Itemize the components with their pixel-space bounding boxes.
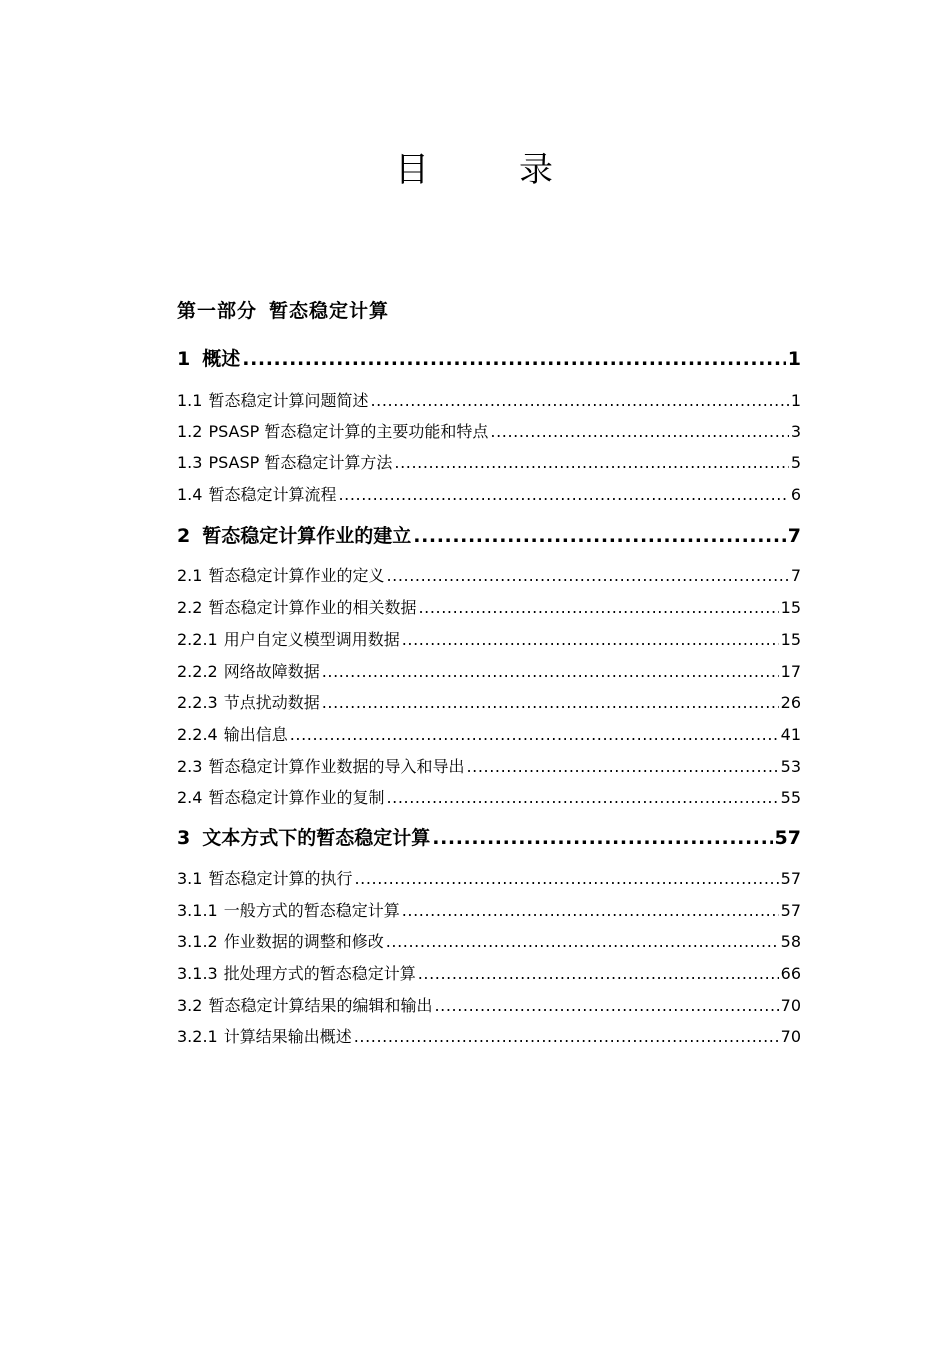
dot-leader bbox=[354, 1026, 779, 1048]
dot-leader bbox=[370, 390, 788, 412]
toc-entry-3-1-2[interactable] bbox=[177, 931, 801, 953]
toc-entry-number: 3 bbox=[177, 827, 191, 849]
toc-entry-number: 2.2.4 bbox=[177, 725, 218, 744]
toc-entry-number: 1.1 bbox=[177, 391, 203, 410]
toc-entry-page: 7 bbox=[790, 566, 801, 585]
dot-leader bbox=[242, 346, 786, 372]
toc-entry-page: 3 bbox=[790, 422, 801, 441]
toc-entry-text: PSASP 暂态稳定计算方法 bbox=[208, 453, 393, 472]
toc-entry-3-2-1[interactable] bbox=[177, 1026, 801, 1048]
toc-entry-text: 文本方式下的暂态稳定计算 bbox=[202, 827, 431, 849]
toc-entry-2-2-4[interactable] bbox=[177, 724, 801, 746]
toc-entry-number: 2 bbox=[177, 525, 191, 547]
dot-leader bbox=[386, 931, 779, 953]
toc-entry-2-4[interactable] bbox=[177, 787, 801, 809]
toc-entry-text: 批处理方式的暂态稳定计算 bbox=[223, 964, 416, 983]
part-label: 第一部分 bbox=[177, 300, 258, 322]
toc-entry-number: 3.1.3 bbox=[177, 964, 218, 983]
toc-entry-3-1-1[interactable] bbox=[177, 900, 801, 922]
page-title bbox=[0, 142, 950, 191]
dot-leader bbox=[490, 421, 788, 443]
dot-leader bbox=[338, 484, 788, 506]
toc-entry-page: 15 bbox=[780, 630, 801, 649]
toc-entry-3-1-3[interactable] bbox=[177, 963, 801, 985]
toc-entry-1-1[interactable] bbox=[177, 390, 801, 412]
dot-leader bbox=[394, 452, 788, 474]
toc-entry-number: 2.2.2 bbox=[177, 662, 218, 681]
toc-entry-1[interactable] bbox=[177, 346, 801, 372]
toc-entry-page: 70 bbox=[780, 996, 801, 1015]
dot-leader bbox=[418, 597, 778, 619]
dot-leader bbox=[413, 523, 786, 549]
toc-entry-2-2-2[interactable] bbox=[177, 661, 801, 683]
part-heading bbox=[177, 296, 389, 323]
toc-entry-2[interactable] bbox=[177, 523, 801, 549]
toc-entry-number: 2.2 bbox=[177, 598, 203, 617]
toc-entry-page: 17 bbox=[780, 662, 801, 681]
toc-entry-page: 41 bbox=[780, 725, 801, 744]
title-char-2: 录 bbox=[519, 150, 555, 190]
dot-leader bbox=[434, 995, 778, 1017]
dot-leader bbox=[402, 900, 779, 922]
toc-entry-page: 66 bbox=[780, 964, 801, 983]
toc-entry-1-3[interactable] bbox=[177, 452, 801, 474]
toc-entry-text: 用户自定义模型调用数据 bbox=[223, 630, 400, 649]
toc-entry-page: 55 bbox=[780, 788, 801, 807]
dot-leader bbox=[386, 787, 778, 809]
toc-entry-number: 1 bbox=[177, 348, 191, 370]
toc-entry-3-2[interactable] bbox=[177, 995, 801, 1017]
part-name: 暂态稳定计算 bbox=[269, 300, 390, 322]
dot-leader bbox=[386, 565, 788, 587]
dot-leader bbox=[322, 661, 779, 683]
title-char-1: 目 bbox=[395, 150, 431, 190]
toc-entry-number: 3.1.2 bbox=[177, 932, 218, 951]
toc-entry-number: 3.1.1 bbox=[177, 901, 218, 920]
toc-entry-text: 暂态稳定计算作业数据的导入和导出 bbox=[208, 757, 465, 776]
toc-entry-number: 2.1 bbox=[177, 566, 203, 585]
dot-leader bbox=[466, 756, 778, 778]
toc-entry-text: 计算结果输出概述 bbox=[223, 1027, 352, 1046]
toc-entry-number: 1.3 bbox=[177, 453, 203, 472]
toc-entry-1-2[interactable] bbox=[177, 421, 801, 443]
toc-entry-number: 2.2.3 bbox=[177, 693, 218, 712]
toc-entry-number: 3.1 bbox=[177, 869, 203, 888]
toc-entry-page: 7 bbox=[787, 525, 801, 547]
toc-entry-text: 暂态稳定计算作业的定义 bbox=[208, 566, 385, 585]
toc-entry-page: 53 bbox=[780, 757, 801, 776]
dot-leader bbox=[402, 629, 779, 651]
toc-entry-text: 暂态稳定计算结果的编辑和输出 bbox=[208, 996, 433, 1015]
toc-entry-text: 网络故障数据 bbox=[223, 662, 320, 681]
toc-entry-number: 2.3 bbox=[177, 757, 203, 776]
toc-entry-page: 1 bbox=[790, 391, 801, 410]
toc-entry-3[interactable] bbox=[177, 825, 801, 851]
toc-entry-text: 一般方式的暂态稳定计算 bbox=[223, 901, 400, 920]
toc-entry-page: 6 bbox=[790, 485, 801, 504]
toc-entry-page: 58 bbox=[780, 932, 801, 951]
toc-entry-page: 57 bbox=[774, 827, 801, 849]
dot-leader bbox=[322, 692, 779, 714]
toc-entry-text: 输出信息 bbox=[223, 725, 288, 744]
toc-entry-text: 暂态稳定计算作业的复制 bbox=[208, 788, 385, 807]
toc-entry-page: 57 bbox=[780, 901, 801, 920]
toc-entry-1-4[interactable] bbox=[177, 484, 801, 506]
toc-entry-page: 70 bbox=[780, 1027, 801, 1046]
dot-leader bbox=[290, 724, 779, 746]
toc-entry-2-1[interactable] bbox=[177, 565, 801, 587]
toc-entry-text: 暂态稳定计算流程 bbox=[208, 485, 337, 504]
toc-entry-3-1[interactable] bbox=[177, 868, 801, 890]
toc-entry-2-2-1[interactable] bbox=[177, 629, 801, 651]
toc-entry-2-3[interactable] bbox=[177, 756, 801, 778]
toc-entry-number: 3.2 bbox=[177, 996, 203, 1015]
toc-entry-number: 2.2.1 bbox=[177, 630, 218, 649]
toc-entry-2-2-3[interactable] bbox=[177, 692, 801, 714]
toc-entry-text: 暂态稳定计算作业的建立 bbox=[202, 525, 412, 547]
toc-entry-number: 1.4 bbox=[177, 485, 203, 504]
toc-entry-page: 15 bbox=[780, 598, 801, 617]
toc-entry-2-2[interactable] bbox=[177, 597, 801, 619]
toc-entry-number: 1.2 bbox=[177, 422, 203, 441]
toc-entry-text: 节点扰动数据 bbox=[223, 693, 320, 712]
dot-leader bbox=[354, 868, 778, 890]
toc-entry-text: 概述 bbox=[202, 348, 241, 370]
toc-entry-page: 57 bbox=[780, 869, 801, 888]
toc-entry-text: 暂态稳定计算作业的相关数据 bbox=[208, 598, 417, 617]
toc-entry-number: 3.2.1 bbox=[177, 1027, 218, 1046]
toc-entry-text: 作业数据的调整和修改 bbox=[223, 932, 384, 951]
toc-entry-page: 1 bbox=[787, 348, 801, 370]
toc-entry-text: 暂态稳定计算问题简述 bbox=[208, 391, 369, 410]
dot-leader bbox=[432, 825, 772, 851]
toc-entry-text: PSASP 暂态稳定计算的主要功能和特点 bbox=[208, 422, 489, 441]
toc-entry-page: 5 bbox=[790, 453, 801, 472]
toc-entry-number: 2.4 bbox=[177, 788, 203, 807]
dot-leader bbox=[418, 963, 779, 985]
toc-entry-text: 暂态稳定计算的执行 bbox=[208, 869, 353, 888]
toc-entry-page: 26 bbox=[780, 693, 801, 712]
